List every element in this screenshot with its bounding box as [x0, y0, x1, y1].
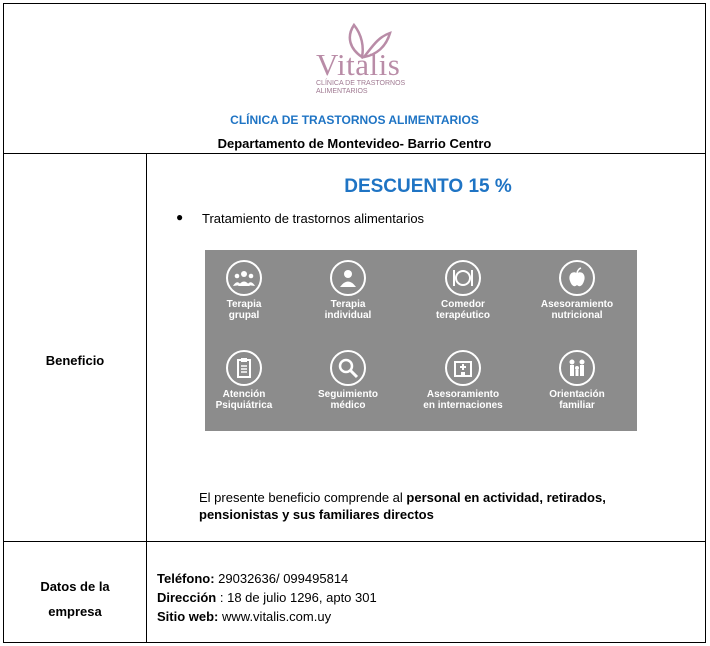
family-icon: [559, 350, 595, 386]
hospital-icon: [445, 350, 481, 386]
benefit-card: [3, 3, 706, 643]
services-panel: [205, 250, 637, 431]
vitalis-logo: [304, 19, 424, 101]
clinic-title: CLÍNICA DE TRASTORNOS ALIMENTARIOS: [230, 113, 479, 127]
bullet-dot-icon: ●: [176, 210, 184, 224]
clipboard-icon: [226, 350, 262, 386]
service-item: Atención Psiquiátrica: [190, 350, 298, 411]
apple-icon: [559, 260, 595, 296]
divider: [146, 153, 147, 642]
service-item: Seguimiento médico: [294, 350, 402, 411]
service-item: Asesoramiento nutricional: [523, 260, 631, 321]
website-line[interactable]: Sitio web: www.vitalis.com.uy: [157, 609, 332, 624]
service-item: Asesoramiento en internaciones: [409, 350, 517, 411]
phone-line: Teléfono: 29032636/ 099495814: [157, 571, 349, 586]
service-item: Comedor terapéutico: [409, 260, 517, 321]
discount-heading: DESCUENTO 15 %: [344, 176, 512, 197]
service-item: Orientación familiar: [523, 350, 631, 411]
group-icon: [226, 260, 262, 296]
row-label-beneficio: Beneficio: [45, 353, 105, 368]
website-link: www.vitalis.com.uy: [218, 609, 332, 624]
logo-subtitle: CLÍNICA DE TRASTORNOS ALIMENTARIOS: [316, 80, 406, 95]
service-item: Terapia individual: [294, 260, 402, 321]
company-contact: [157, 569, 377, 626]
treatment-bullet: Tratamiento de trastornos alimentarios: [202, 211, 425, 226]
person-icon: [330, 260, 366, 296]
divider: [4, 541, 705, 542]
magnifier-icon: [330, 350, 366, 386]
benefit-scope: El presente beneficio comprende al personal en actividad, retirados, pensionistas y sus familiares directos: [199, 490, 606, 522]
service-item: Terapia grupal: [190, 260, 298, 321]
address-line: Dirección : 18 de julio 1296, apto 301: [157, 590, 377, 605]
plate-icon: [445, 260, 481, 296]
department-location: Departamento de Montevideo- Barrio Centro: [217, 136, 492, 151]
logo-wordmark: Vitalis: [316, 47, 401, 82]
row-label-company-data: Datos de la empresa: [40, 579, 110, 619]
divider: [4, 153, 705, 154]
